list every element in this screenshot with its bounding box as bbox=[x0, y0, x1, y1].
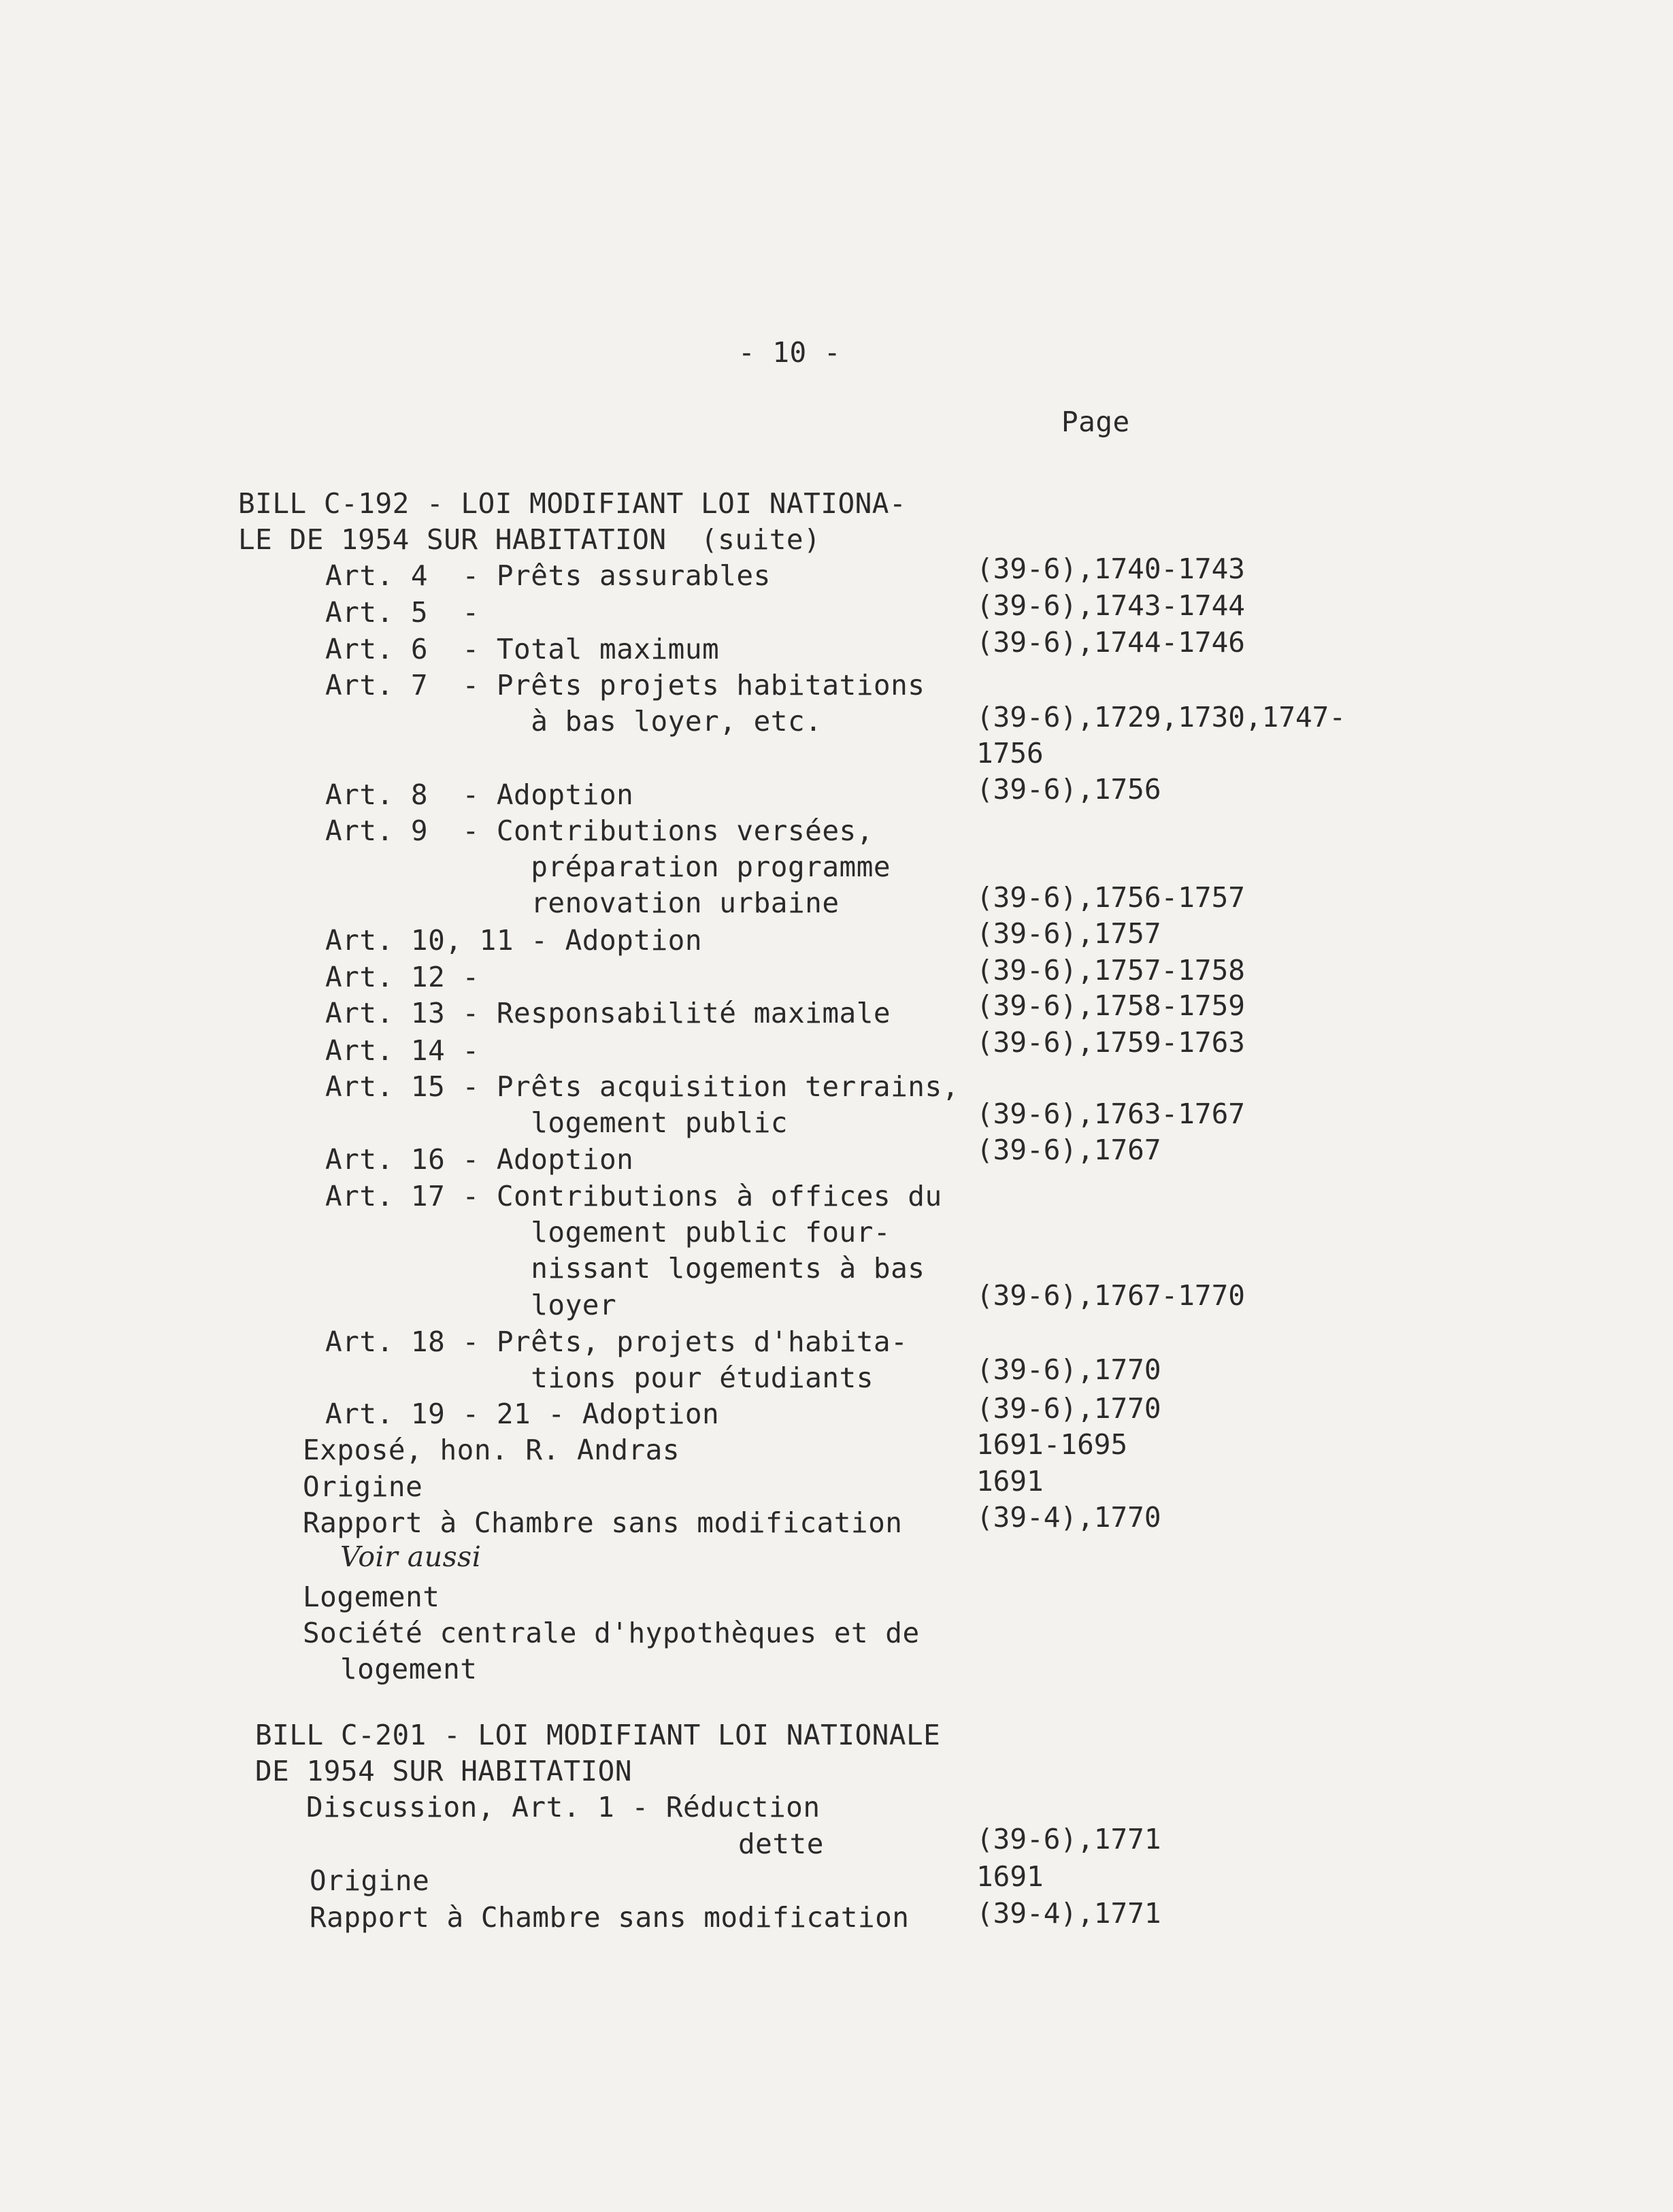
entry-page-ref: (39-6),1759-1763 bbox=[976, 1026, 1245, 1059]
entry-text: préparation programme bbox=[325, 851, 891, 883]
entry-text: Art. 19 - 21 - Adoption bbox=[325, 1398, 720, 1430]
entry-page-ref: (39-6),1758-1759 bbox=[976, 989, 1245, 1022]
entry-page-ref: (39-6),1740-1743 bbox=[976, 552, 1245, 585]
entry-text: à bas loyer, etc. bbox=[325, 705, 823, 738]
entry-text: nissant logements à bas bbox=[325, 1252, 925, 1285]
bill-c192-heading-line-2: LE DE 1954 SUR HABITATION (suite) bbox=[238, 523, 821, 556]
see-also-item: Logement bbox=[303, 1581, 440, 1613]
entry-text: tions pour étudiants bbox=[325, 1361, 874, 1394]
entry-page-ref: (39-6),1756 bbox=[976, 773, 1161, 806]
entry-page-ref: (39-6),1770 bbox=[976, 1353, 1161, 1386]
entry-text: loyer bbox=[325, 1289, 617, 1321]
page-column-header: Page bbox=[1061, 406, 1130, 438]
rapport-text: Rapport à Chambre sans modification bbox=[310, 1901, 910, 1934]
entry-page-ref: (39-6),1757 bbox=[976, 917, 1161, 950]
entry-page-ref: (39-6),1763-1767 bbox=[976, 1097, 1245, 1130]
entry-text: Art. 17 - Contributions à offices du bbox=[325, 1180, 942, 1212]
origine-text: Origine bbox=[303, 1470, 423, 1503]
entry-page-ref: (39-6),1743-1744 bbox=[976, 589, 1245, 622]
bill-c201-heading-line-2: DE 1954 SUR HABITATION bbox=[255, 1755, 633, 1787]
entry-text: Art. 18 - Prêts, projets d'habita- bbox=[325, 1325, 908, 1358]
entry-text: Art. 9 - Contributions versées, bbox=[325, 814, 874, 847]
bill-c192-heading-line-1: BILL C-192 - LOI MODIFIANT LOI NATIONA- bbox=[238, 487, 907, 520]
entry-text: Art. 13 - Responsabilité maximale bbox=[325, 997, 891, 1029]
entry-page-ref: (39-6),1744-1746 bbox=[976, 626, 1245, 659]
see-also-item: logement bbox=[340, 1653, 478, 1685]
entry-page-ref: (39-6),1770 bbox=[976, 1392, 1161, 1425]
entry-page-ref: (39-6),1767-1770 bbox=[976, 1279, 1245, 1312]
entry-text: Art. 12 - bbox=[325, 961, 480, 993]
see-also-item: Société centrale d'hypothèques et de bbox=[303, 1617, 920, 1649]
entry-page-ref: (39-6),1729,1730,1747- bbox=[976, 701, 1346, 733]
discussion-page-ref: (39-6),1771 bbox=[976, 1823, 1161, 1855]
bill-c201-heading-line-1: BILL C-201 - LOI MODIFIANT LOI NATIONALE bbox=[255, 1719, 941, 1751]
entry-text: Art. 4 - Prêts assurables bbox=[325, 559, 771, 592]
entry-page-ref: (39-6),1756-1757 bbox=[976, 881, 1245, 914]
entry-text: Art. 10, 11 - Adoption bbox=[325, 924, 703, 957]
rapport-page-ref: (39-4),1770 bbox=[976, 1501, 1161, 1534]
origine-text: Origine bbox=[310, 1864, 430, 1897]
entry-page-ref: (39-6),1757-1758 bbox=[976, 954, 1245, 987]
entry-text: logement public four- bbox=[325, 1216, 891, 1249]
discussion-text-continued: dette bbox=[738, 1828, 824, 1860]
entry-text: Art. 8 - Adoption bbox=[325, 778, 634, 811]
entry-text: renovation urbaine bbox=[325, 887, 840, 919]
origine-page-ref: 1691 bbox=[976, 1860, 1044, 1893]
expose-page-ref: 1691-1695 bbox=[976, 1428, 1128, 1461]
rapport-page-ref: (39-4),1771 bbox=[976, 1897, 1161, 1930]
entry-text: logement public bbox=[325, 1106, 788, 1139]
entry-page-ref: (39-6),1767 bbox=[976, 1134, 1161, 1166]
entry-text: Art. 14 - bbox=[325, 1034, 480, 1067]
entry-page-ref: 1756 bbox=[976, 737, 1044, 770]
expose-text: Exposé, hon. R. Andras bbox=[303, 1434, 680, 1466]
entry-text: Art. 15 - Prêts acquisition terrains, bbox=[325, 1070, 959, 1103]
discussion-text: Discussion, Art. 1 - Réduction bbox=[306, 1791, 821, 1823]
rapport-text: Rapport à Chambre sans modification bbox=[303, 1506, 903, 1539]
entry-text: Art. 7 - Prêts projets habitations bbox=[325, 669, 925, 701]
page-number: - 10 - bbox=[738, 336, 842, 369]
entry-text: Art. 5 - bbox=[325, 596, 480, 629]
origine-page-ref: 1691 bbox=[976, 1465, 1044, 1498]
entry-text: Art. 6 - Total maximum bbox=[325, 633, 720, 665]
voir-aussi-label: Voir aussi bbox=[340, 1540, 482, 1573]
entry-text: Art. 16 - Adoption bbox=[325, 1143, 634, 1176]
